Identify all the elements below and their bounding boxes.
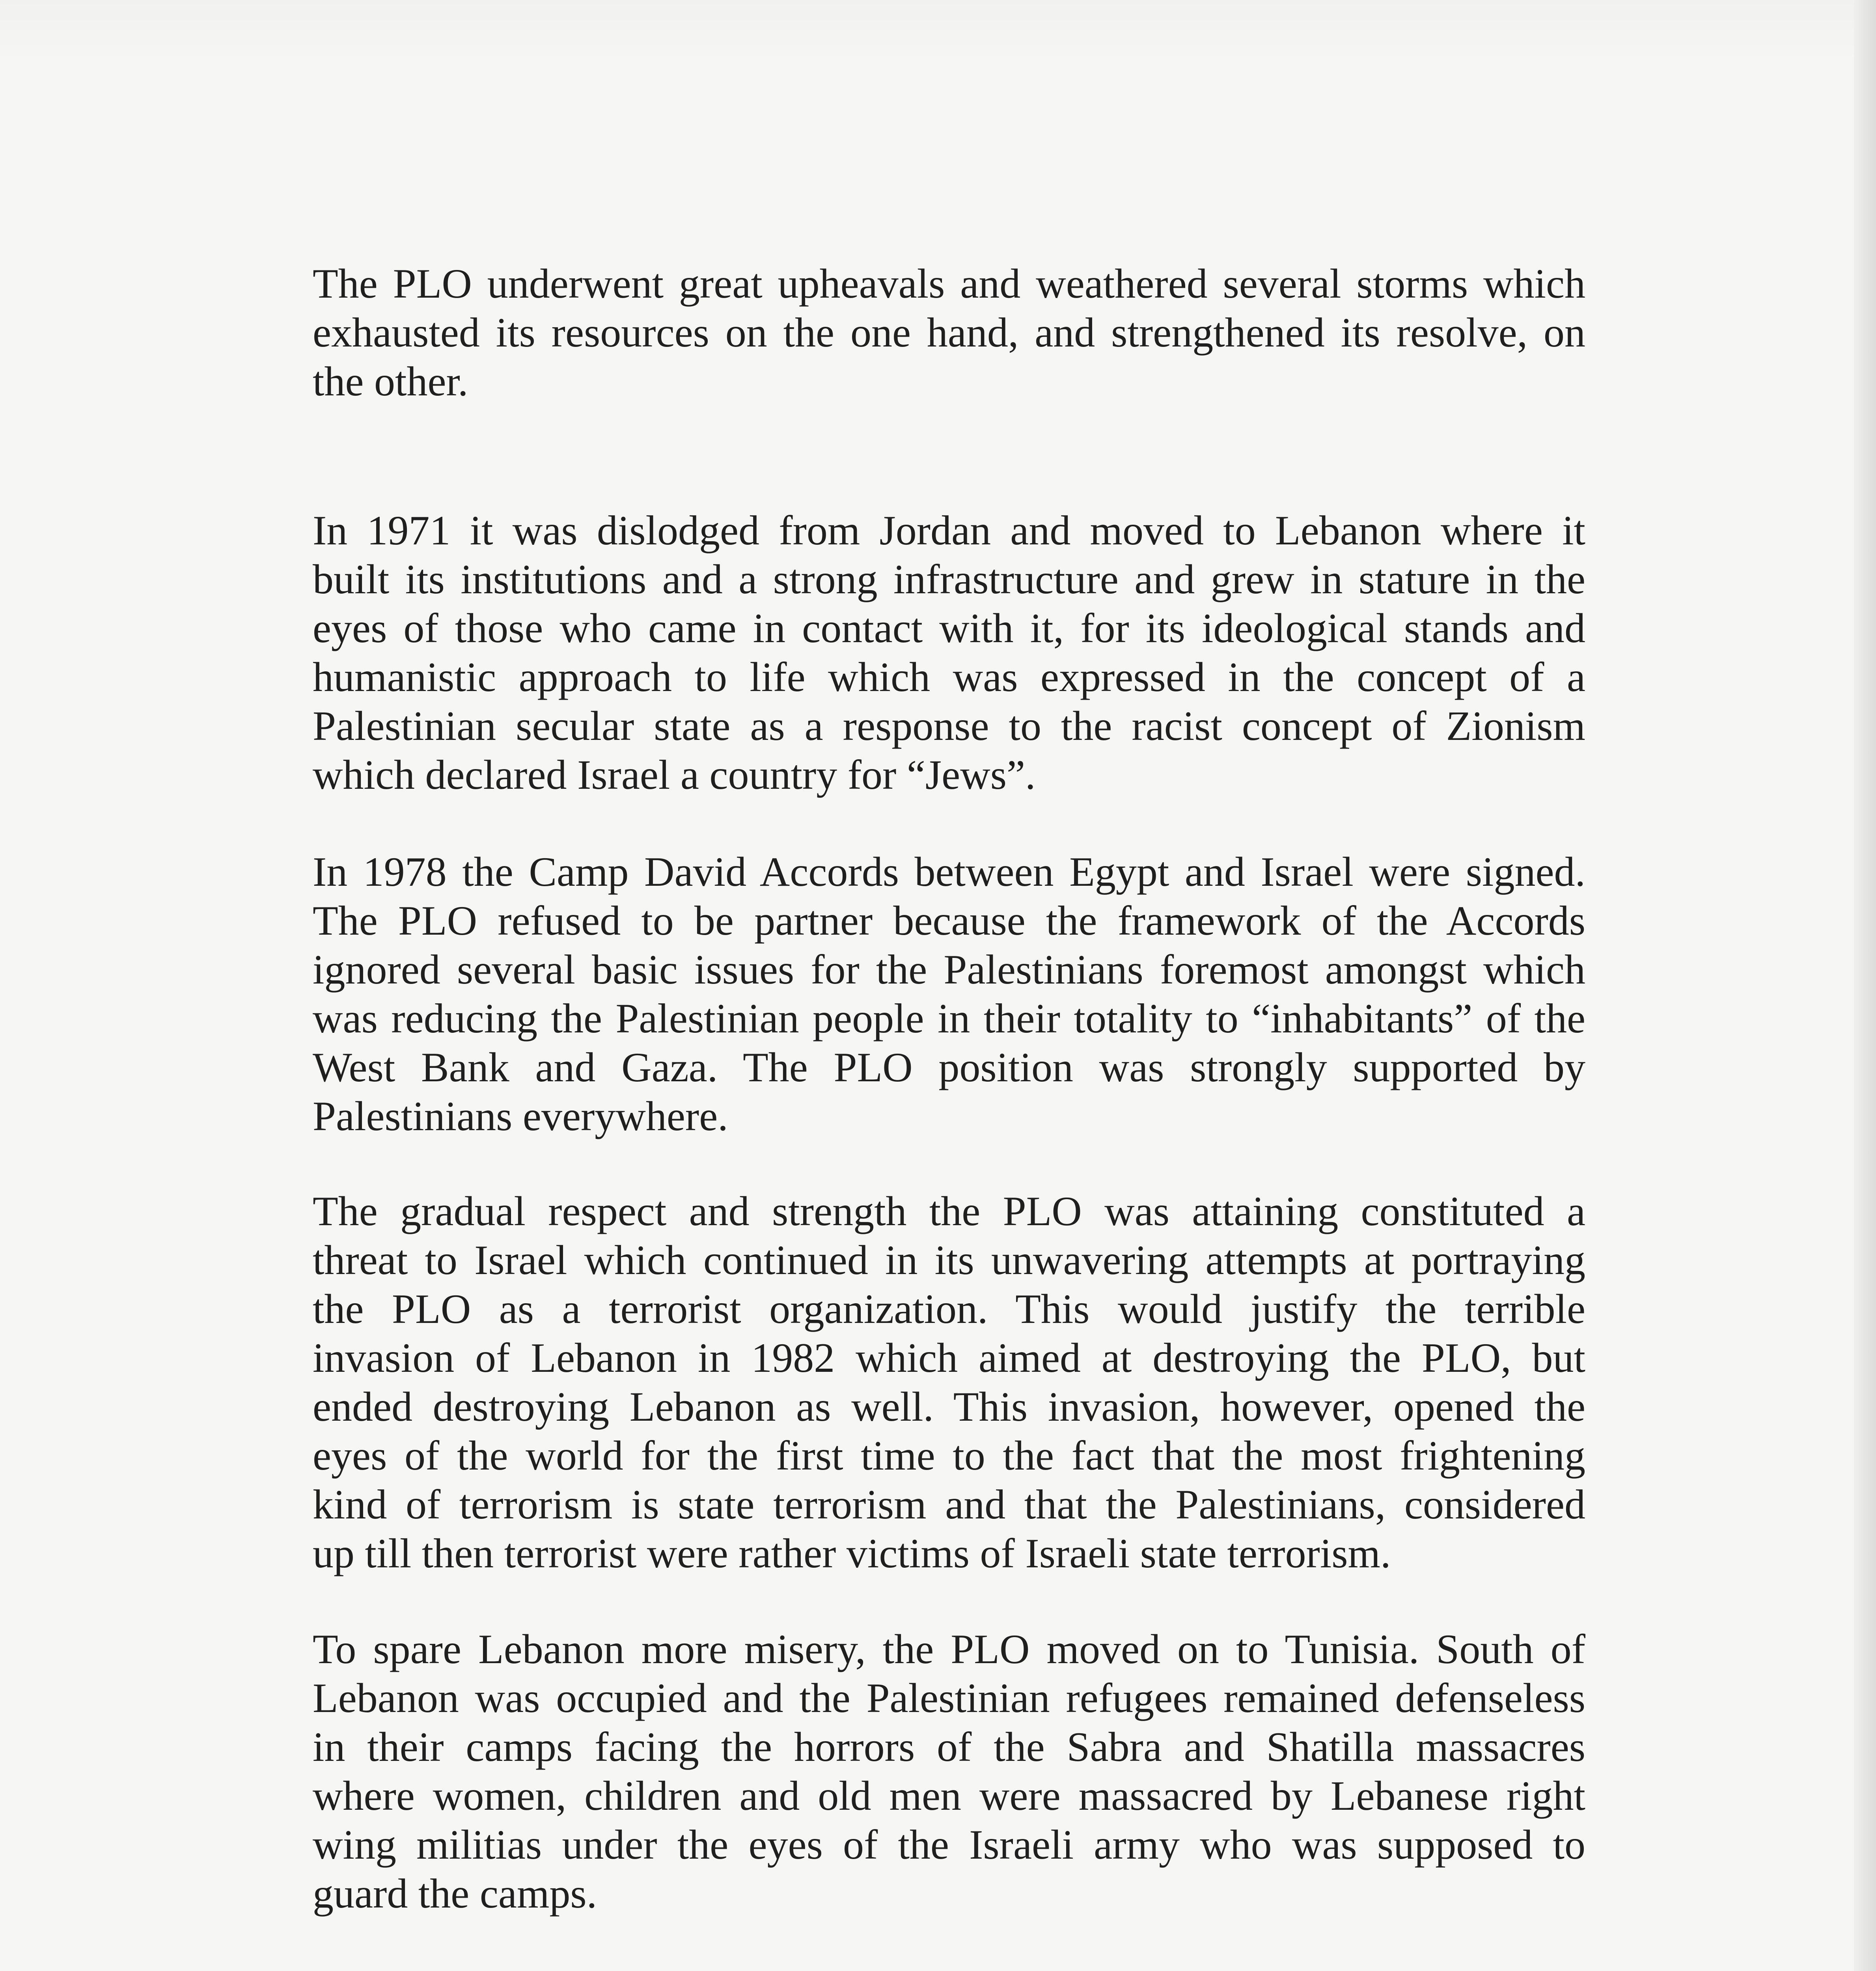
text-line: The gradual respect and strength the PLO was attaining constituted a [313,1188,1585,1234]
text-line: humanistic approach to life which was expressed in the concept of a [313,654,1585,700]
text-line: Lebanon was occupied and the Palestinian refugees remained defenseless [313,1675,1585,1721]
text-line: threat to Israel which continued in its unwavering attempts at portraying [313,1237,1585,1283]
text-line: built its institutions and a strong infrastructure and grew in stature in the [313,556,1585,602]
text-line: The PLO refused to be partner because the framework of the Accords [313,898,1585,944]
text-line: was reducing the Palestinian people in their totality to “inhabitants” of the [313,995,1585,1041]
text-line: in their camps facing the horrors of the Sabra and Shatilla massacres [313,1724,1585,1770]
paragraph-5 [313,1625,1585,1918]
text-line: exhausted its resources on the one hand, and strengthened its resolve, on [313,309,1585,356]
text-line: The PLO underwent great upheavals and weathered several storms which [313,261,1585,307]
text-line: which declared Israel a country for “Jews”. [313,752,1036,798]
paragraph-2 [313,506,1585,799]
text-line: In 1978 the Camp David Accords between Egypt and Israel were signed. [313,849,1585,895]
paragraph-4 [313,1187,1585,1578]
text-line: kind of terrorism is state terrorism and that the Palestinians, considered [313,1481,1585,1528]
text-line: West Bank and Gaza. The PLO position was strongly supported by [313,1044,1585,1090]
text-line [313,1969,1585,1971]
paragraph-1 [313,259,1585,406]
text-line: up till then terrorist were rather victims of Israeli state terrorism. [313,1530,1391,1576]
text-line: ignored several basic issues for the Palestinians foremost amongst which [313,946,1585,993]
page-edge-shadow [1854,0,1876,1971]
text-line: To spare Lebanon more misery, the PLO moved on to Tunisia. South of [313,1626,1585,1672]
text-line: invasion of Lebanon in 1982 which aimed at destroying the PLO, but [313,1335,1585,1381]
text-line: Palestinians everywhere. [313,1093,728,1139]
text-line: Palestinian secular state as a response to the racist concept of Zionism [313,703,1585,749]
paragraph-3 [313,848,1585,1141]
text-line: eyes of those who came in contact with it, for its ideological stands and [313,605,1585,651]
text-line: wing militias under the eyes of the Israeli army who was supposed to [313,1822,1585,1868]
paragraph-6 [313,1969,1585,1971]
text-line: In 1971 it was dislodged from Jordan and moved to Lebanon where it [313,507,1585,553]
text-line: ended destroying Lebanon as well. This invasion, however, opened the [313,1384,1585,1430]
text-line: the PLO as a terrorist organization. This would justify the terrible [313,1286,1585,1332]
text-line: where women, children and old men were massacred by Lebanese right [313,1773,1585,1819]
text-line: eyes of the world for the first time to the fact that the most frightening [313,1433,1585,1479]
text-line: guard the camps. [313,1870,597,1917]
text-line: the other. [313,358,468,404]
